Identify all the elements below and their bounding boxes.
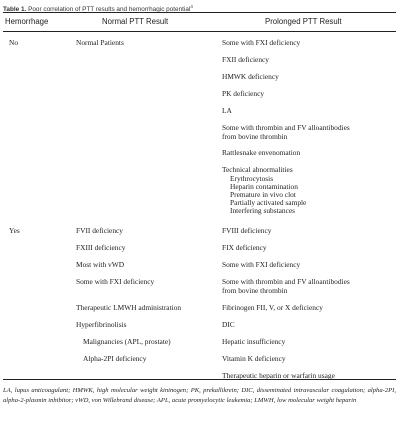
header-prolonged-ptt: Prolonged PTT Result — [265, 17, 342, 26]
technical-abnormality-item: Heparin contamination — [230, 182, 298, 191]
caption-label: Table 1. — [3, 6, 27, 14]
prolonged-ptt-item: Rattlesnake envenomation — [222, 148, 301, 157]
prolonged-ptt-item-continued: from bovine thrombin — [222, 286, 288, 295]
prolonged-ptt-item: Hepatic insufficiency — [222, 337, 286, 346]
prolonged-ptt-item: HMWK deficiency — [222, 72, 279, 81]
normal-ptt-item: Therapeutic LMWH administration — [76, 303, 182, 312]
table-bottom-rule — [3, 379, 396, 380]
prolonged-ptt-item: Some with FXI deficiency — [222, 38, 301, 47]
normal-ptt-item: Hyperfibrinolisis — [76, 320, 127, 329]
header-hemorrhage: Hemorrhage — [5, 17, 49, 26]
normal-ptt-item: FVII deficiency — [76, 226, 123, 235]
prolonged-ptt-item: PK deficiency — [222, 89, 265, 98]
hemorrhage-no: No — [9, 38, 19, 47]
prolonged-ptt-item: Fibrinogen FII, V, or X deficiency — [222, 303, 323, 312]
prolonged-ptt-item: Some with thrombin and FV alloantibodies — [222, 277, 350, 286]
normal-ptt-item: Normal Patients — [76, 38, 124, 47]
table-footnote: LA, lupus anticoagulant; HMWK, high molecular weight kininogen; PK, prekallikrein; DIC, disseminated intravascular coagulation; alpha-2PI, alpha-2-plasmin inhibitor; vWD, von Willebrand disease; APL, acute promyelocytic leukemia; LMWH, low molecular weight heparin — [3, 387, 396, 404]
caption-text: Poor correlation of PTT results and hemorrhagic potential — [28, 6, 191, 14]
prolonged-ptt-item: Vitamin K deficiency — [222, 354, 286, 363]
technical-abnormalities-heading: Technical abnormalities — [222, 165, 293, 174]
header-bottom-rule — [3, 31, 396, 32]
caption-reference: 4 — [190, 4, 193, 9]
normal-ptt-item: Most with vWD — [76, 260, 125, 269]
prolonged-ptt-item: Therapeutic heparin or warfarin usage — [222, 371, 335, 380]
ptt-table — [3, 12, 396, 380]
technical-abnormality-item: Partially activated sample — [230, 198, 307, 207]
prolonged-ptt-item-continued: from bovine thrombin — [222, 132, 288, 141]
prolonged-ptt-item: FXII deficiency — [222, 55, 269, 64]
header-normal-ptt: Normal PTT Result — [102, 17, 169, 26]
hemorrhage-yes: Yes — [9, 226, 20, 235]
prolonged-ptt-item: FVIII deficiency — [222, 226, 272, 235]
normal-ptt-item: FXIII deficiency — [76, 243, 126, 252]
prolonged-ptt-item: Some with thrombin and FV alloantibodies — [222, 123, 350, 132]
prolonged-ptt-item: LA — [222, 106, 232, 115]
technical-abnormality-item: Interfering substances — [230, 206, 296, 215]
technical-abnormality-item: Erythrocytosis — [230, 174, 274, 183]
prolonged-ptt-item: Some with FXI deficiency — [222, 260, 301, 269]
prolonged-ptt-item: FIX deficiency — [222, 243, 267, 252]
normal-ptt-subitem: Malignancies (APL, prostate) — [83, 337, 171, 346]
technical-abnormality-item: Premature in vivo clot — [230, 190, 296, 199]
normal-ptt-item: Some with FXI deficiency — [76, 277, 155, 286]
normal-ptt-subitem: Alpha-2PI deficiency — [83, 354, 147, 363]
prolonged-ptt-item: DIC — [222, 320, 235, 329]
table-top-rule — [3, 12, 396, 13]
